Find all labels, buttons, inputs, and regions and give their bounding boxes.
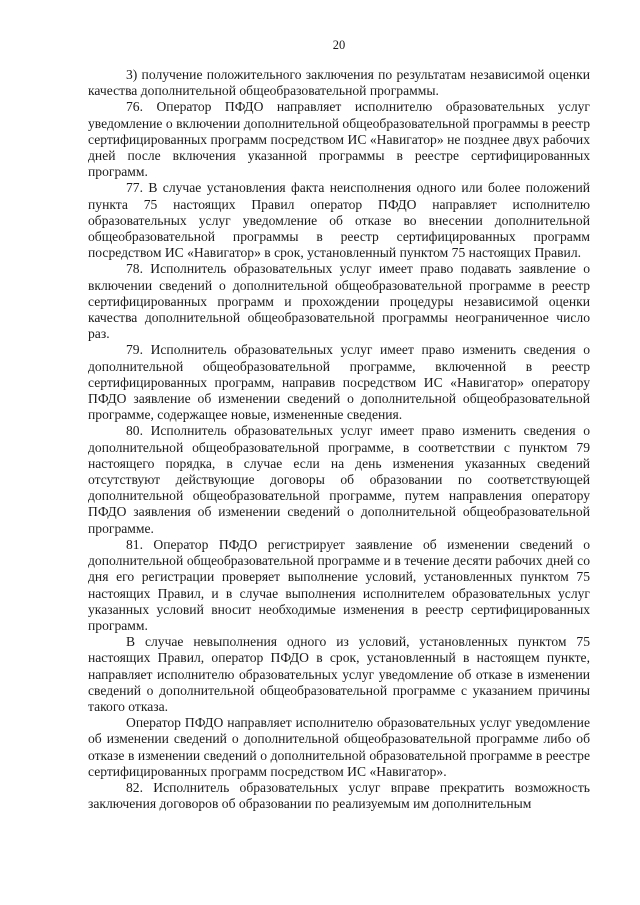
paragraph-81-notification: Оператор ПФДО направляет исполнителю образовательных услуг уведомление об изменении сведений о дополнительной общеобразовательной программе либо об отказе в изменении сведений о дополнительной образовательной программе в реестре сертифицированных программ посредством ИС «Навигатор». bbox=[88, 715, 590, 779]
page-number: 20 bbox=[332, 38, 346, 52]
document-body bbox=[88, 67, 590, 812]
paragraph-77: 77. В случае установления факта неисполнения одного или более положений пункта 75 настоящих Правил оператор ПФДО направляет исполнителю образовательных услуг уведомление об отказе во внесении дополнительной общеобразовательной программы в реестр сертифицированных программ посредством ИС «Навигатор» в срок, установленный пунктом 75 настоящих Правил. bbox=[88, 180, 590, 261]
paragraph-item-3: 3) получение положительного заключения по результатам независимой оценки качества дополнительной общеобразовательной программы. bbox=[88, 67, 590, 99]
paragraph-78: 78. Исполнитель образовательных услуг имеет право подавать заявление о включении сведений о дополнительной общеобразовательной программе в реестр сертифицированных программ и прохождении процедуры независимой оценки качества дополнительной общеобразовательной программы неограниченное число раз. bbox=[88, 261, 590, 342]
paragraph-81: 81. Оператор ПФДО регистрирует заявление об изменении сведений о дополнительной общеобразовательной программе и в течение десяти рабочих дней со дня его регистрации проверяет выполнение условий, установленных пунктом 75 настоящих Правил, и в случае выполнения исполнителем образовательных услуг указанных условий вносит необходимые изменения в реестр сертифицированных программ. bbox=[88, 536, 590, 633]
paragraph-82: 82. Исполнитель образовательных услуг вправе прекратить возможность заключения договоров об образовании по реализуемым им дополнительным bbox=[88, 779, 590, 812]
paragraph-81-refusal: В случае невыполнения одного из условий, установленных пунктом 75 настоящих Правил, оператор ПФДО в срок, установленный в настоящем пункте, направляет исполнителю образовательных услуг уведомление об отказе в изменении сведений о дополнительной общеобразовательной программе с указанием причины такого отказа. bbox=[88, 634, 590, 714]
paragraph-80: 80. Исполнитель образовательных услуг имеет право изменить сведения о дополнительной общеобразовательной программе, в соответствии с пунктом 79 настоящего порядка, в случае если на день изменения указанных сведений отсутствуют действующие договоры об образовании по соответствующей дополнительной общеобразовательной программе, путем направления оператору ПФДО заявления об изменении сведений о дополнительной общеобразовательной программе. bbox=[88, 423, 590, 536]
paragraph-79: 79. Исполнитель образовательных услуг имеет право изменить сведения о дополнительной общеобразовательной программе, включенной в реестр сертифицированных программ, направив посредством ИС «Навигатор» оператору ПФДО заявление об изменении сведений о дополнительной общеобразовательной программе, содержащее новые, измененные сведения. bbox=[88, 342, 590, 423]
paragraph-76: 76. Оператор ПФДО направляет исполнителю образовательных услуг уведомление о включении дополнительной общеобразовательной программы в реестр сертифицированных программ посредством ИС «Навигатор» не позднее двух рабочих дней после включения указанной программы в реестре сертифицированных программ. bbox=[88, 99, 590, 180]
